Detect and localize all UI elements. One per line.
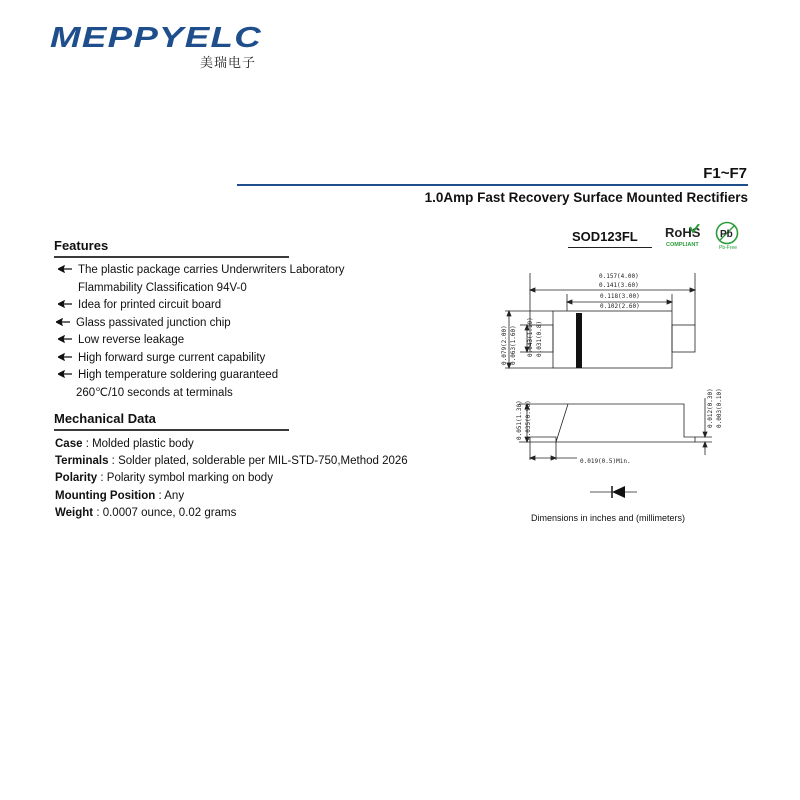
- dimensions-note: Dimensions in inches and (millimeters): [531, 513, 686, 523]
- mechanical-list: [55, 436, 408, 522]
- rohs-sub: COMPLIANT: [666, 242, 699, 248]
- feature-text: Low reverse leakage: [78, 334, 185, 346]
- arrow-bullet-icon: [58, 353, 72, 361]
- brand-logo: [50, 22, 265, 50]
- pb-sub: Pb-Free: [719, 245, 738, 251]
- feature-item: [54, 367, 345, 385]
- features-rule: [54, 256, 289, 258]
- dim-label: 0.043(1.10): [527, 317, 534, 357]
- package-body: [553, 311, 672, 368]
- features-list: [54, 262, 345, 402]
- mechanical-row: [55, 488, 408, 505]
- dim-label: 0.051(1.30): [516, 400, 523, 440]
- mechanical-heading: Mechanical Data: [54, 411, 156, 426]
- feature-text: High temperature soldering guaranteed: [78, 369, 279, 381]
- feature-item: [54, 385, 345, 403]
- mech-value: : Any: [155, 489, 185, 502]
- mech-label: Terminals: [55, 455, 109, 468]
- feature-text: The plastic package carries Underwriters Laboratory: [78, 264, 345, 276]
- mech-label: Mounting Position: [55, 489, 156, 502]
- dim-label: 0.035(0.90): [525, 400, 532, 440]
- feature-item: [54, 332, 345, 350]
- package-drawing: [495, 262, 725, 507]
- mechanical-row: [55, 470, 408, 487]
- mechanical-row: [55, 453, 408, 470]
- diode-icon: [612, 486, 625, 498]
- arrow-bullet-icon: [58, 265, 72, 273]
- arrow-bullet-icon: [58, 335, 72, 343]
- logo-subtext: 美瑞电子: [200, 56, 257, 71]
- mech-value: : 0.0007 ounce, 0.02 grams: [93, 506, 237, 519]
- feature-item: [54, 262, 345, 280]
- rohs-icon: [663, 224, 703, 250]
- logo-text: MEPPYELC: [50, 22, 263, 50]
- dim-label: 0.157(4.00): [599, 273, 639, 280]
- dim-label: 0.102(2.60): [600, 303, 640, 310]
- feature-item: [54, 315, 345, 333]
- feature-text: Idea for printed circuit board: [78, 299, 222, 311]
- dim-label: 0.118(3.00): [600, 293, 640, 300]
- arrow-bullet-icon: [58, 300, 72, 308]
- feature-text: 260℃/10 seconds at terminals: [76, 386, 233, 399]
- dim-label: 0.003(0.10): [716, 388, 723, 428]
- feature-text: Flammability Classification 94V-0: [78, 281, 247, 294]
- mech-label: Weight: [55, 506, 94, 519]
- dim-label: 0.012(0.30): [707, 388, 714, 428]
- arrow-bullet-icon: [56, 318, 70, 326]
- arrow-bullet-icon: [58, 370, 72, 378]
- pb-label: Pb: [720, 229, 733, 240]
- mechanical-row: [55, 505, 408, 522]
- dim-label: 0.141(3.60): [599, 282, 639, 289]
- feature-text: High forward surge current capability: [78, 351, 266, 364]
- feature-item: [54, 297, 345, 315]
- page-subtitle: 1.0Amp Fast Recovery Surface Mounted Rectifiers: [424, 190, 748, 205]
- mech-label: Case: [55, 438, 83, 450]
- features-heading: Features: [54, 238, 109, 253]
- package-name: SOD123FL: [572, 229, 638, 244]
- mech-label: Polarity: [55, 472, 98, 485]
- dim-label: 0.079(2.00): [501, 325, 508, 365]
- package-side-body: [530, 404, 695, 442]
- lead-right: [672, 325, 695, 352]
- pb-free-icon: [712, 221, 742, 251]
- feature-item: [54, 350, 345, 368]
- dim-label: 0.031(0.8): [536, 320, 543, 357]
- mech-value: : Solder plated, solderable per MIL-STD-750,Method 2026: [108, 455, 408, 468]
- feature-text: Glass passivated junction chip: [76, 316, 231, 329]
- dim-label: 0.063(1.60): [510, 325, 517, 365]
- rohs-label: RoHS: [665, 225, 701, 240]
- mech-value: : Molded plastic body: [82, 438, 194, 450]
- part-number: F1~F7: [703, 165, 747, 182]
- mechanical-rule: [54, 429, 289, 431]
- package-underline: [568, 247, 652, 248]
- header-rule: [237, 184, 748, 186]
- mech-value: : Polarity symbol marking on body: [97, 472, 273, 485]
- cathode-band: [576, 313, 582, 368]
- feature-item: [54, 280, 345, 298]
- dim-label: 0.019(0.5)Min.: [580, 458, 631, 465]
- mechanical-row: [55, 436, 408, 453]
